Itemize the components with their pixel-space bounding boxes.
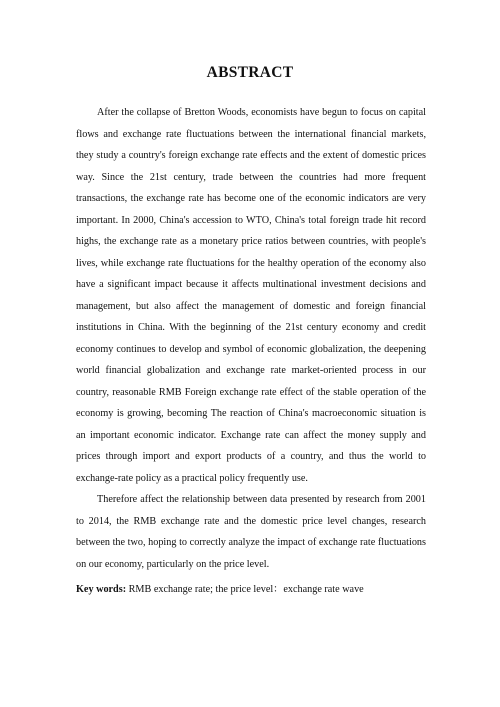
abstract-body (76, 102, 426, 575)
abstract-paragraph-2: Therefore affect the relationship between data presented by research from 2001 to 2014, the RMB exchange rate and the domestic price level changes, research between the two, hoping to correctly analyze the impact of exchange rate fluctuations on our economy, particularly on the price level. (76, 494, 426, 570)
abstract-title: ABSTRACT (206, 64, 294, 81)
abstract-paragraph-1: After the collapse of Bretton Woods, economists have begun to focus on capital flows and exchange rate fluctuations between the international financial markets, they study a country's foreign exchange rate effects and the extent of domestic prices way. Since the 21st century, trade between the countries had more frequent transactions, the exchange rate has become one of the economic indicators are very important. In 2000, China's accession to WTO, China's total foreign trade hit record highs, the exchange rate as a monetary price ratios between countries, with people's lives, while exchange rate fluctuations for the healthy operation of the economy also have a significant impact because it affects multinational investment decisions and management, but also affect the management of domestic and foreign financial institutions in China. With the beginning of the 21st century economy and credit economy continues to develop and symbol of economic globalization, the deepening world financial globalization and exchange rate market-oriented process in our country, reasonable RMB Foreign exchange rate effect of the stable operation of the economy is growing, becoming The reaction of China's macroeconomic situation is an important economic indicator. Exchange rate can affect the money supply and prices through import and export products of a country, and thus the world to exchange-rate policy as a practical policy frequently use. (76, 107, 426, 484)
keywords-line (76, 579, 436, 600)
keywords-text: RMB exchange rate; the price level：exchange rate wave (126, 584, 364, 595)
keywords-label: Key words: (76, 584, 127, 595)
